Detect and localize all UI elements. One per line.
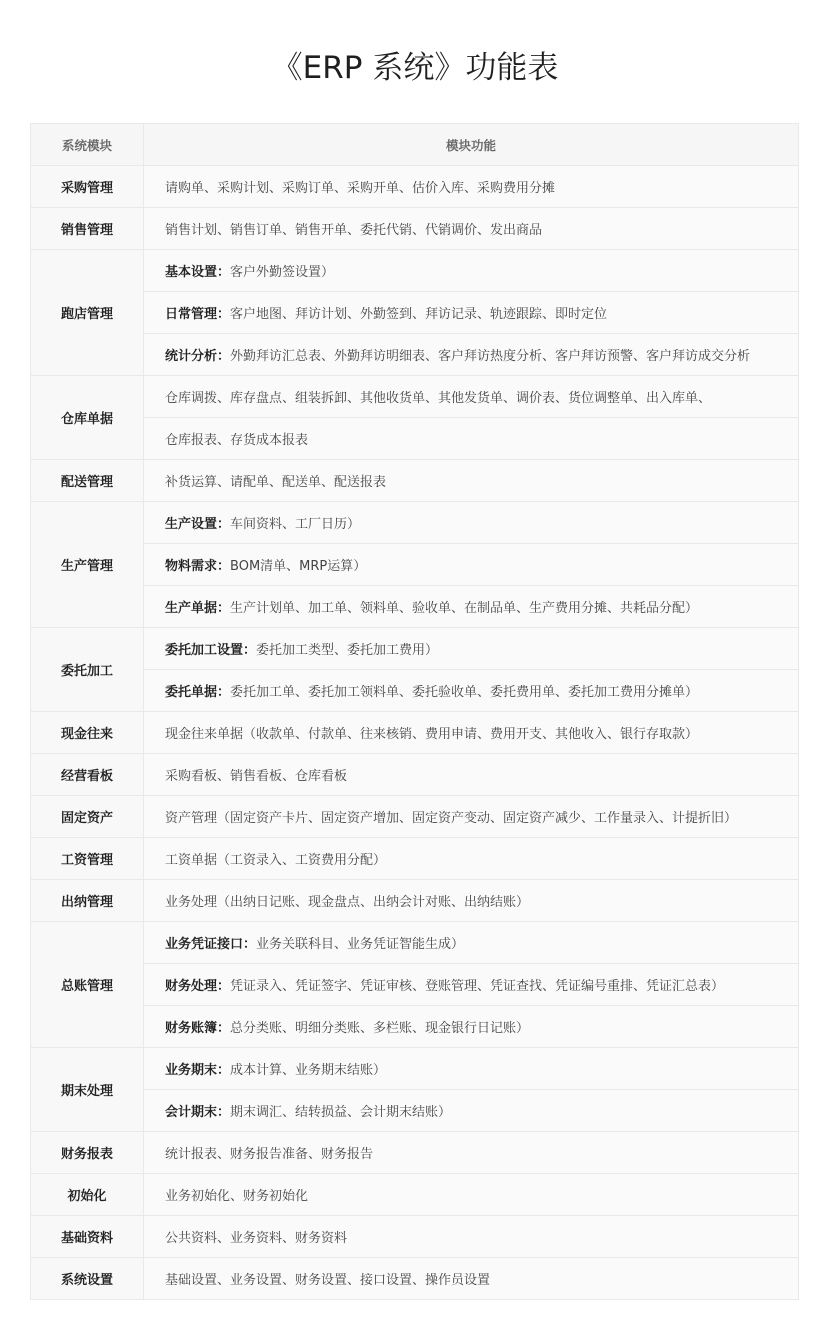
- function-text: 总分类账、明细分类账、多栏账、现金银行日记账）: [230, 1021, 530, 1036]
- table-row: [31, 1258, 799, 1300]
- table-row: [31, 712, 799, 754]
- function-text: 业务关联科目、业务凭证智能生成）: [256, 937, 465, 952]
- table-row: [31, 838, 799, 880]
- erp-function-table: [30, 123, 799, 1300]
- function-text: 仓库调拨、库存盘点、组装拆卸、其他收货单、其他发货单、调价表、货位调整单、出入库单、: [165, 391, 712, 406]
- table-row: [31, 796, 799, 838]
- function-text: 凭证录入、凭证签字、凭证审核、登账管理、凭证查找、凭证编号重排、凭证汇总表）: [230, 979, 725, 994]
- function-text: 委托加工类型、委托加工费用）: [256, 643, 439, 658]
- table-row: [31, 292, 799, 334]
- table-row: [31, 1132, 799, 1174]
- module-function-cell: [144, 1174, 799, 1216]
- table-row: [31, 964, 799, 1006]
- module-function-cell: [144, 376, 799, 418]
- module-function-cell: [144, 1090, 799, 1132]
- table-row: [31, 418, 799, 460]
- module-name-cell: 现金往来: [31, 712, 144, 754]
- module-function-cell: [144, 1006, 799, 1048]
- function-text: 请购单、采购计划、采购订单、采购开单、估价入库、采购费用分摊: [165, 181, 556, 196]
- function-text: 销售计划、销售订单、销售开单、委托代销、代销调价、发出商品: [165, 223, 543, 238]
- table-row: [31, 460, 799, 502]
- module-function-cell: [144, 460, 799, 502]
- table-body: [31, 166, 799, 1300]
- function-text: 工资单据（工资录入、工资费用分配）: [165, 853, 387, 868]
- module-function-cell: [144, 838, 799, 880]
- function-text: 补货运算、请配单、配送单、配送报表: [165, 475, 387, 490]
- module-function-cell: [144, 628, 799, 670]
- module-name-cell: 系统设置: [31, 1258, 144, 1300]
- module-function-cell: [144, 250, 799, 292]
- table-row: [31, 670, 799, 712]
- module-name-cell: 工资管理: [31, 838, 144, 880]
- module-function-cell: [144, 334, 799, 376]
- module-name-cell: 财务报表: [31, 1132, 144, 1174]
- function-label: 基本设置：: [165, 265, 231, 280]
- page-title: 《ERP 系统》功能表: [271, 50, 559, 86]
- header-module: 系统模块: [31, 124, 144, 166]
- function-label: 委托加工设置：: [165, 643, 257, 658]
- module-function-cell: [144, 964, 799, 1006]
- module-name-cell: 销售管理: [31, 208, 144, 250]
- module-function-cell: [144, 796, 799, 838]
- function-text: 业务处理（出纳日记账、现金盘点、出纳会计对账、出纳结账）: [165, 895, 530, 910]
- module-function-cell: [144, 670, 799, 712]
- function-label: 日常管理：: [165, 307, 231, 322]
- function-text: 客户地图、拜访计划、外勤签到、拜访记录、轨迹跟踪、即时定位: [230, 307, 608, 322]
- module-function-cell: [144, 544, 799, 586]
- table-row: [31, 166, 799, 208]
- table-row: [31, 1006, 799, 1048]
- module-function-cell: [144, 586, 799, 628]
- module-name-cell: 仓库单据: [31, 376, 144, 460]
- module-function-cell: [144, 712, 799, 754]
- module-function-cell: [144, 208, 799, 250]
- module-name-cell: 固定资产: [31, 796, 144, 838]
- function-text: 外勤拜访汇总表、外勤拜访明细表、客户拜访热度分析、客户拜访预警、客户拜访成交分析: [230, 349, 751, 364]
- module-name-cell: 经营看板: [31, 754, 144, 796]
- function-label: 业务凭证接口：: [165, 937, 257, 952]
- module-function-cell: [144, 418, 799, 460]
- module-function-cell: [144, 880, 799, 922]
- module-function-cell: [144, 502, 799, 544]
- function-text: 采购看板、销售看板、仓库看板: [165, 769, 348, 784]
- function-label: 业务期末：: [165, 1063, 231, 1078]
- module-function-cell: [144, 292, 799, 334]
- module-name-cell: 基础资料: [31, 1216, 144, 1258]
- function-text: 成本计算、业务期末结账）: [230, 1063, 387, 1078]
- function-text: 基础设置、业务设置、财务设置、接口设置、操作员设置: [165, 1273, 491, 1288]
- table-row: [31, 502, 799, 544]
- function-text: 委托加工单、委托加工领料单、委托验收单、委托费用单、委托加工费用分摊单）: [230, 685, 699, 700]
- table-row: [31, 376, 799, 418]
- table-row: [31, 922, 799, 964]
- function-text: 生产计划单、加工单、领料单、验收单、在制品单、生产费用分摊、共耗品分配）: [230, 601, 699, 616]
- module-name-cell: 配送管理: [31, 460, 144, 502]
- module-function-cell: [144, 1258, 799, 1300]
- header-function: 模块功能: [144, 124, 799, 166]
- module-name-cell: 采购管理: [31, 166, 144, 208]
- function-text: 公共资料、业务资料、财务资料: [165, 1231, 348, 1246]
- function-text: 现金往来单据（收款单、付款单、往来核销、费用申请、费用开支、其他收入、银行存取款）: [165, 727, 699, 742]
- table-row: [31, 1216, 799, 1258]
- table-row: [31, 208, 799, 250]
- function-label: 生产设置：: [165, 517, 231, 532]
- function-label: 委托单据：: [165, 685, 231, 700]
- module-function-cell: [144, 1048, 799, 1090]
- module-name-cell: 初始化: [31, 1174, 144, 1216]
- function-text: 统计报表、财务报告准备、财务报告: [165, 1147, 374, 1162]
- table-row: [31, 544, 799, 586]
- module-name-cell: 出纳管理: [31, 880, 144, 922]
- module-function-cell: [144, 1216, 799, 1258]
- table-row: [31, 754, 799, 796]
- table-row: [31, 1048, 799, 1090]
- function-label: 物料需求：: [165, 559, 231, 574]
- function-text: 资产管理（固定资产卡片、固定资产增加、固定资产变动、固定资产减少、工作量录入、计提折旧）: [165, 811, 738, 826]
- table-row: [31, 628, 799, 670]
- function-label: 财务处理：: [165, 979, 231, 994]
- function-text: 客户外勤签设置）: [230, 265, 335, 280]
- table-row: [31, 1174, 799, 1216]
- function-label: 会计期末：: [165, 1105, 231, 1120]
- function-text: 业务初始化、财务初始化: [165, 1189, 309, 1204]
- function-label: 财务账簿：: [165, 1021, 231, 1036]
- module-function-cell: [144, 922, 799, 964]
- table-row: [31, 334, 799, 376]
- module-name-cell: 跑店管理: [31, 250, 144, 376]
- table-row: [31, 1090, 799, 1132]
- module-name-cell: 生产管理: [31, 502, 144, 628]
- table-header-row: [31, 124, 799, 166]
- module-name-cell: 总账管理: [31, 922, 144, 1048]
- function-text: 期末调汇、结转损益、会计期末结账）: [230, 1105, 452, 1120]
- module-function-cell: [144, 754, 799, 796]
- function-label: 生产单据：: [165, 601, 231, 616]
- module-function-cell: [144, 1132, 799, 1174]
- module-function-cell: [144, 166, 799, 208]
- function-text: 仓库报表、存货成本报表: [165, 433, 309, 448]
- function-label: 统计分析：: [165, 349, 231, 364]
- function-text: BOM清单、MRP运算）: [230, 559, 367, 574]
- table-row: [31, 250, 799, 292]
- module-name-cell: 委托加工: [31, 628, 144, 712]
- function-text: 车间资料、工厂日历）: [230, 517, 361, 532]
- module-name-cell: 期末处理: [31, 1048, 144, 1132]
- table-row: [31, 586, 799, 628]
- table-row: [31, 880, 799, 922]
